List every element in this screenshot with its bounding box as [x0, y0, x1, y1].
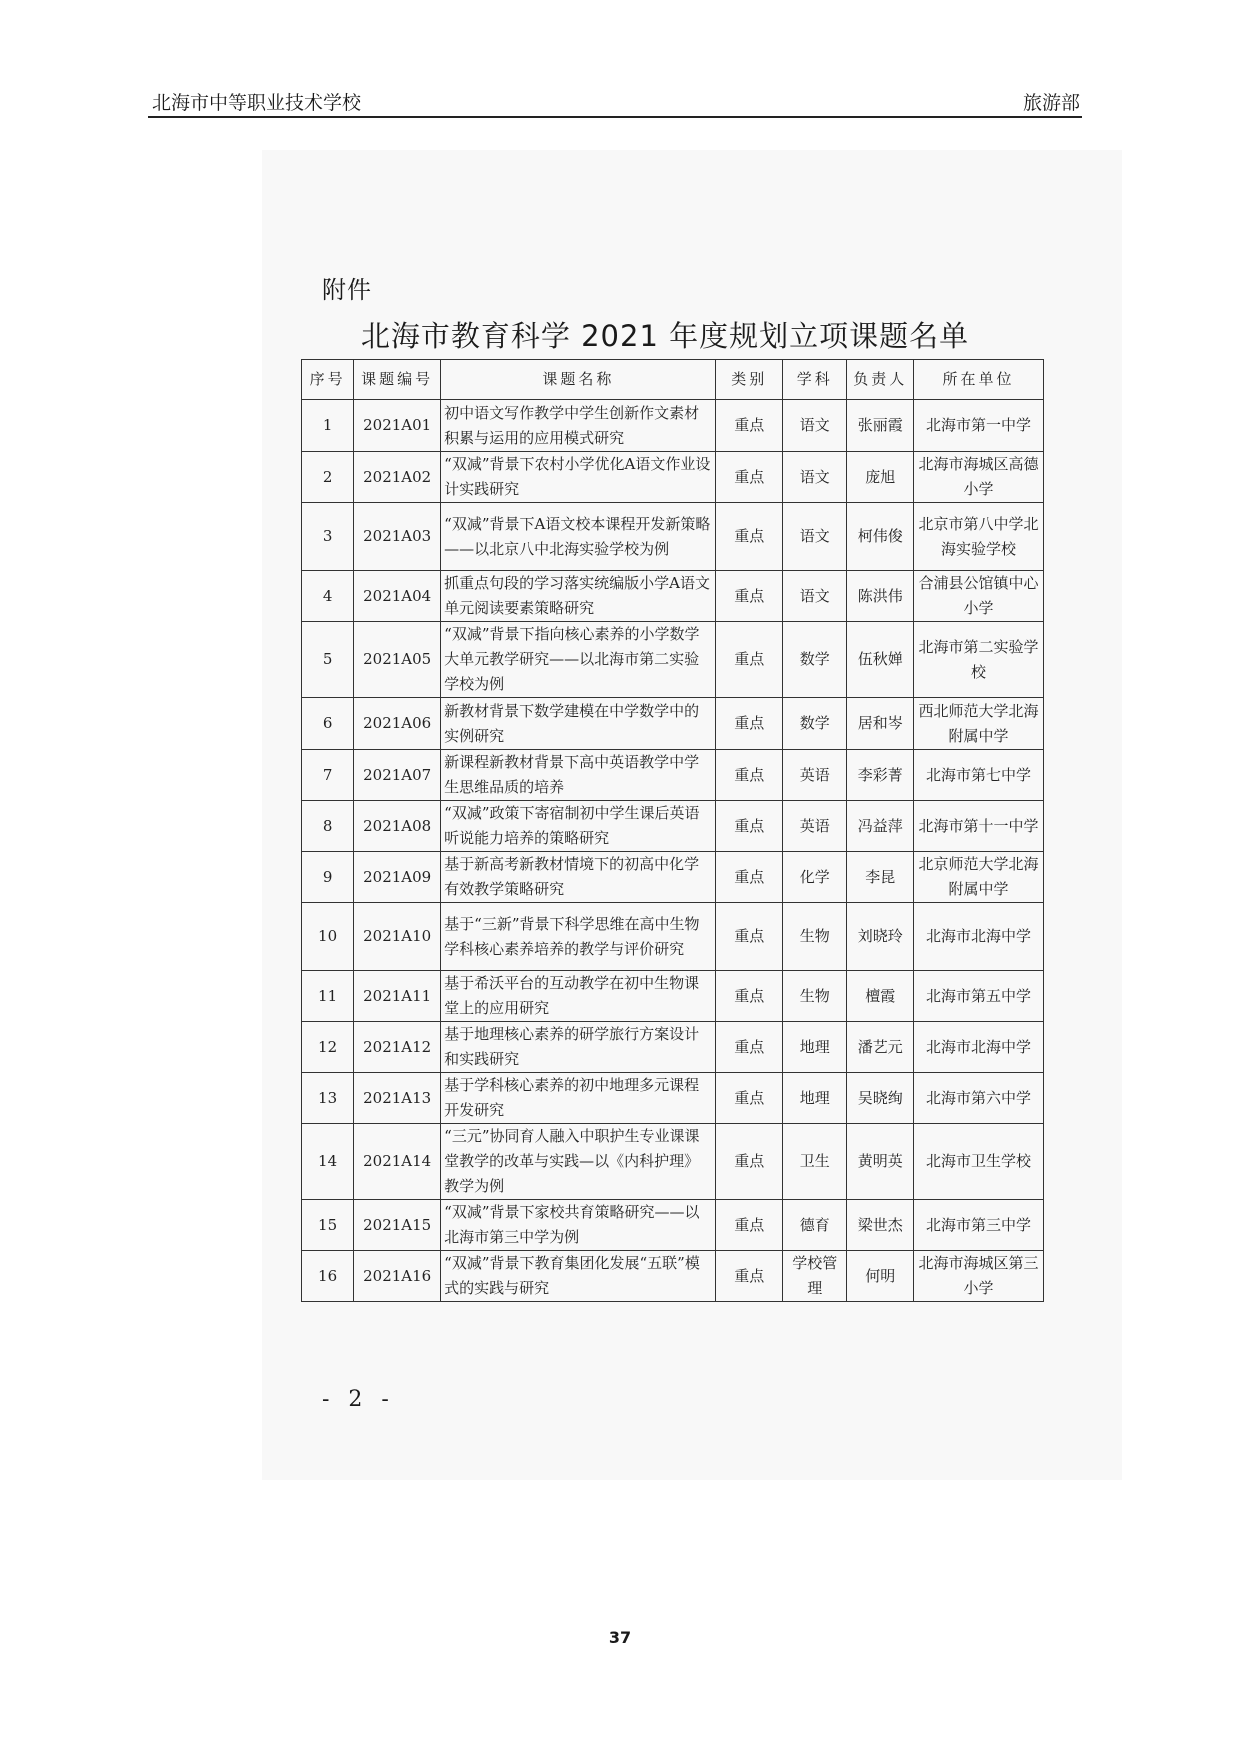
table-row [302, 801, 1044, 852]
cell-serial: 2 [302, 452, 354, 503]
cell-leader: 张丽霞 [847, 400, 914, 452]
cell-subject: 化学 [782, 852, 846, 903]
cell-leader: 李彩菁 [847, 750, 914, 801]
cell-category: 重点 [716, 1124, 783, 1200]
department-name: 旅游部 [1022, 92, 1080, 114]
cell-code: 2021A04 [354, 571, 441, 622]
cell-code: 2021A12 [354, 1022, 441, 1073]
cell-subject: 生物 [782, 971, 846, 1022]
cell-serial: 12 [302, 1022, 354, 1073]
cell-title: “三元”协同育人融入中职护生专业课课堂教学的改革与实践—以《内科护理》教学为例 [441, 1124, 716, 1200]
cell-unit: 北京市第八中学北海实验学校 [913, 503, 1043, 571]
cell-code: 2021A11 [354, 971, 441, 1022]
cell-title: “双减”政策下寄宿制初中学生课后英语听说能力培养的策略研究 [441, 801, 716, 852]
cell-serial: 10 [302, 903, 354, 971]
cell-leader: 吴晓绚 [847, 1073, 914, 1124]
cell-category: 重点 [716, 903, 783, 971]
cell-leader: 陈洪伟 [847, 571, 914, 622]
school-name: 北海市中等职业技术学校 [152, 92, 362, 114]
cell-leader: 伍秋婵 [847, 622, 914, 698]
cell-code: 2021A07 [354, 750, 441, 801]
cell-category: 重点 [716, 971, 783, 1022]
project-table [301, 359, 1044, 1302]
cell-leader: 檀霞 [847, 971, 914, 1022]
cell-subject: 学校管理 [782, 1251, 846, 1302]
cell-leader: 何明 [847, 1251, 914, 1302]
cell-subject: 生物 [782, 903, 846, 971]
cell-subject: 数学 [782, 698, 846, 750]
table-row [302, 622, 1044, 698]
page-header [148, 82, 1082, 118]
cell-serial: 7 [302, 750, 354, 801]
table-row [302, 750, 1044, 801]
cell-category: 重点 [716, 571, 783, 622]
cell-serial: 8 [302, 801, 354, 852]
cell-title: 基于希沃平台的互动教学在初中生物课堂上的应用研究 [441, 971, 716, 1022]
cell-unit: 北海市第五中学 [913, 971, 1043, 1022]
cell-code: 2021A16 [354, 1251, 441, 1302]
cell-subject: 英语 [782, 801, 846, 852]
cell-subject: 数学 [782, 622, 846, 698]
document-title: 北海市教育科学 2021 年度规划立项课题名单 [360, 319, 970, 353]
cell-serial: 15 [302, 1200, 354, 1251]
cell-code: 2021A15 [354, 1200, 441, 1251]
cell-title: “双减”背景下A语文校本课程开发新策略——以北京八中北海实验学校为例 [441, 503, 716, 571]
cell-unit: 西北师范大学北海附属中学 [913, 698, 1043, 750]
cell-title: 基于地理核心素养的研学旅行方案设计和实践研究 [441, 1022, 716, 1073]
cell-code: 2021A03 [354, 503, 441, 571]
cell-title: “双减”背景下教育集团化发展“五联”模式的实践与研究 [441, 1251, 716, 1302]
column-header: 类别 [716, 360, 783, 400]
cell-subject: 语文 [782, 571, 846, 622]
cell-serial: 9 [302, 852, 354, 903]
table-row [302, 971, 1044, 1022]
cell-unit: 北京师范大学北海附属中学 [913, 852, 1043, 903]
cell-serial: 5 [302, 622, 354, 698]
table-row [302, 571, 1044, 622]
cell-leader: 刘晓玲 [847, 903, 914, 971]
cell-unit: 北海市海城区第三小学 [913, 1251, 1043, 1302]
cell-leader: 冯益萍 [847, 801, 914, 852]
table-body [302, 400, 1044, 1302]
cell-subject: 地理 [782, 1073, 846, 1124]
table-row [302, 1124, 1044, 1200]
cell-subject: 地理 [782, 1022, 846, 1073]
cell-subject: 卫生 [782, 1124, 846, 1200]
cell-unit: 北海市海城区高德小学 [913, 452, 1043, 503]
cell-code: 2021A06 [354, 698, 441, 750]
cell-category: 重点 [716, 1073, 783, 1124]
cell-code: 2021A14 [354, 1124, 441, 1200]
table-row [302, 903, 1044, 971]
cell-title: “双减”背景下指向核心素养的小学数学大单元教学研究——以北海市第二实验学校为例 [441, 622, 716, 698]
cell-title: “双减”背景下农村小学优化A语文作业设计实践研究 [441, 452, 716, 503]
cell-serial: 1 [302, 400, 354, 452]
cell-code: 2021A10 [354, 903, 441, 971]
cell-category: 重点 [716, 1200, 783, 1251]
table-row [302, 1251, 1044, 1302]
cell-serial: 13 [302, 1073, 354, 1124]
cell-subject: 英语 [782, 750, 846, 801]
cell-title: 新课程新教材背景下高中英语教学中学生思维品质的培养 [441, 750, 716, 801]
cell-title: 基于学科核心素养的初中地理多元课程开发研究 [441, 1073, 716, 1124]
table-row [302, 452, 1044, 503]
cell-title: 基于新高考新教材情境下的初高中化学有效教学策略研究 [441, 852, 716, 903]
table-row [302, 1073, 1044, 1124]
cell-subject: 德育 [782, 1200, 846, 1251]
cell-unit: 北海市第二实验学校 [913, 622, 1043, 698]
cell-unit: 北海市第一中学 [913, 400, 1043, 452]
attachment-label: 附件 [322, 276, 372, 304]
cell-leader: 居和岑 [847, 698, 914, 750]
table-row [302, 503, 1044, 571]
cell-code: 2021A08 [354, 801, 441, 852]
cell-serial: 14 [302, 1124, 354, 1200]
table-row [302, 1022, 1044, 1073]
cell-category: 重点 [716, 503, 783, 571]
cell-category: 重点 [716, 622, 783, 698]
cell-title: 基于“三新”背景下科学思维在高中生物学科核心素养培养的教学与评价研究 [441, 903, 716, 971]
cell-serial: 16 [302, 1251, 354, 1302]
table-row [302, 1200, 1044, 1251]
cell-unit: 北海市北海中学 [913, 1022, 1043, 1073]
cell-serial: 6 [302, 698, 354, 750]
table-row [302, 852, 1044, 903]
cell-category: 重点 [716, 1251, 783, 1302]
cell-title: 初中语文写作教学中学生创新作文素材积累与运用的应用模式研究 [441, 400, 716, 452]
cell-serial: 4 [302, 571, 354, 622]
cell-serial: 11 [302, 971, 354, 1022]
cell-unit: 北海市第三中学 [913, 1200, 1043, 1251]
cell-leader: 庞旭 [847, 452, 914, 503]
cell-unit: 北海市第十一中学 [913, 801, 1043, 852]
cell-category: 重点 [716, 400, 783, 452]
cell-category: 重点 [716, 852, 783, 903]
cell-category: 重点 [716, 801, 783, 852]
cell-unit: 合浦县公馆镇中心小学 [913, 571, 1043, 622]
cell-code: 2021A05 [354, 622, 441, 698]
column-header: 学科 [782, 360, 846, 400]
cell-code: 2021A09 [354, 852, 441, 903]
column-header: 课题名称 [441, 360, 716, 400]
column-header: 所在单位 [913, 360, 1043, 400]
table-header-row [302, 360, 1044, 400]
cell-leader: 柯伟俊 [847, 503, 914, 571]
cell-title: 抓重点句段的学习落实统编版小学A语文单元阅读要素策略研究 [441, 571, 716, 622]
column-header: 课题编号 [354, 360, 441, 400]
cell-category: 重点 [716, 1022, 783, 1073]
page-number: 37 [608, 1628, 632, 1647]
cell-code: 2021A02 [354, 452, 441, 503]
cell-subject: 语文 [782, 400, 846, 452]
cell-code: 2021A01 [354, 400, 441, 452]
cell-title: “双减”背景下家校共育策略研究——以北海市第三中学为例 [441, 1200, 716, 1251]
cell-code: 2021A13 [354, 1073, 441, 1124]
cell-leader: 梁世杰 [847, 1200, 914, 1251]
cell-unit: 北海市第七中学 [913, 750, 1043, 801]
table-row [302, 698, 1044, 750]
column-header: 序号 [302, 360, 354, 400]
cell-unit: 北海市卫生学校 [913, 1124, 1043, 1200]
cell-leader: 潘艺元 [847, 1022, 914, 1073]
cell-subject: 语文 [782, 503, 846, 571]
cell-unit: 北海市第六中学 [913, 1073, 1043, 1124]
cell-category: 重点 [716, 750, 783, 801]
cell-category: 重点 [716, 698, 783, 750]
cell-subject: 语文 [782, 452, 846, 503]
cell-unit: 北海市北海中学 [913, 903, 1043, 971]
cell-serial: 3 [302, 503, 354, 571]
cell-title: 新教材背景下数学建模在中学数学中的实例研究 [441, 698, 716, 750]
table-row [302, 400, 1044, 452]
column-header: 负责人 [847, 360, 914, 400]
cell-leader: 李昆 [847, 852, 914, 903]
cell-category: 重点 [716, 452, 783, 503]
cell-leader: 黄明英 [847, 1124, 914, 1200]
inner-page-number: - 2 - [322, 1387, 395, 1412]
